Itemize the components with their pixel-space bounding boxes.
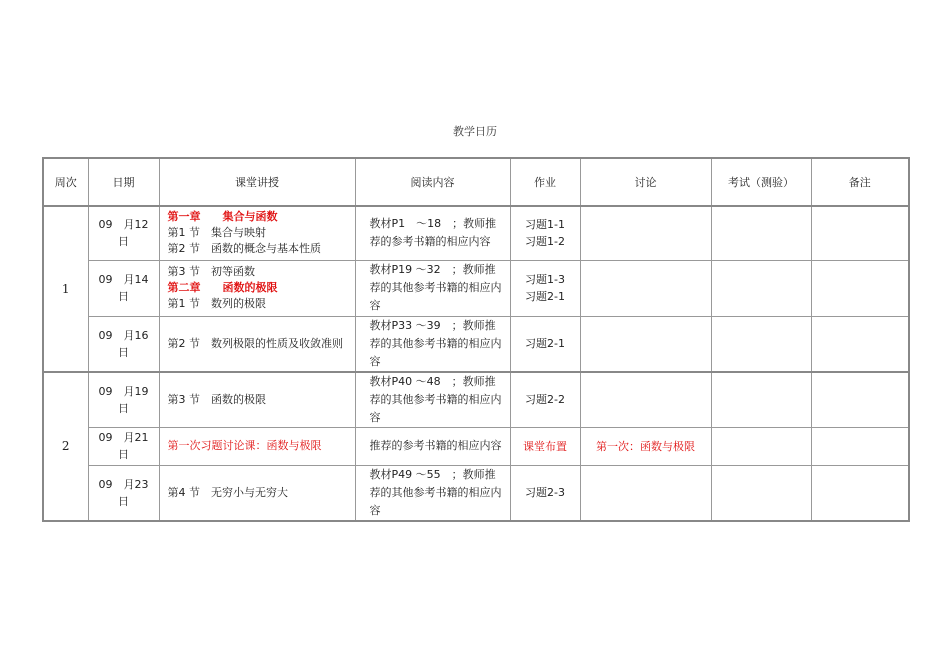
table-row <box>43 206 909 260</box>
header-row <box>43 158 909 206</box>
lecture-cell <box>159 260 355 316</box>
homework-item: 课堂布置 <box>523 439 567 453</box>
lecture-line: 第3 节 函数的极限 <box>167 392 266 406</box>
document-title: 教学日历 <box>453 125 497 138</box>
date-line: 09 月12 <box>98 218 149 232</box>
table-row <box>43 427 909 465</box>
notes-cell <box>811 465 909 521</box>
lecture-cell <box>159 465 355 521</box>
homework-cell <box>510 316 580 372</box>
homework-item: 习题1-2 <box>525 235 565 249</box>
exam-cell <box>711 206 811 260</box>
date-cell <box>88 465 159 521</box>
lecture-cell <box>159 316 355 372</box>
date-line: 日 <box>118 448 129 461</box>
lecture-line: 第4 节 无穷小与无穷大 <box>167 485 288 499</box>
homework-item: 习题1-1 <box>525 218 565 232</box>
teaching-calendar-table <box>42 157 910 522</box>
date-line: 09 月23 <box>98 477 149 491</box>
homework-cell <box>510 372 580 428</box>
date-line: 日 <box>118 345 129 359</box>
lecture-line: 第二章 函数的极限 <box>167 281 278 294</box>
discussion-cell <box>580 206 711 260</box>
date-line: 09 月16 <box>98 328 149 342</box>
exam-cell <box>711 465 811 521</box>
header-homework: 作业 <box>510 158 580 206</box>
discussion-cell <box>580 260 711 316</box>
week-number-cell: 2 <box>43 372 88 521</box>
table-row <box>43 260 909 316</box>
homework-cell <box>510 206 580 260</box>
homework-item: 习题2-1 <box>525 337 565 350</box>
date-line: 09 月21 <box>98 431 149 444</box>
header-notes: 备注 <box>811 158 909 206</box>
table-row <box>43 465 909 521</box>
notes-cell <box>811 316 909 372</box>
notes-cell <box>811 260 909 316</box>
notes-cell <box>811 427 909 465</box>
date-line: 日 <box>118 290 129 303</box>
lecture-line: 第1 节 集合与映射 <box>167 226 266 240</box>
lecture-cell <box>159 427 355 465</box>
date-cell <box>88 316 159 372</box>
homework-cell <box>510 465 580 521</box>
homework-item: 习题2-3 <box>525 486 565 499</box>
homework-item: 习题2-2 <box>525 393 565 406</box>
discussion-cell <box>580 372 711 428</box>
date-cell <box>88 427 159 465</box>
reading-cell: 推荐的参考书籍的相应内容 <box>355 427 510 465</box>
homework-item: 习题2-1 <box>525 290 565 303</box>
date-line: 日 <box>118 401 129 415</box>
discussion-cell <box>580 316 711 372</box>
homework-cell <box>510 260 580 316</box>
lecture-line: 第3 节 初等函数 <box>167 265 255 278</box>
reading-cell: 教材P1 ～18 ；教师推荐的参考书籍的相应内容 <box>355 206 510 260</box>
date-cell <box>88 372 159 428</box>
lecture-line: 第2 节 函数的概念与基本性质 <box>167 242 321 256</box>
reading-cell: 教材P33 ～39 ；教师推荐的其他参考书籍的相应内容 <box>355 316 510 372</box>
reading-cell: 教材P40 ～48 ；教师推荐的其他参考书籍的相应内容 <box>355 372 510 428</box>
discussion-cell <box>580 465 711 521</box>
header-reading: 阅读内容 <box>355 158 510 206</box>
date-cell <box>88 260 159 316</box>
reading-cell: 教材P49 ～55 ；教师推荐的其他参考书籍的相应内容 <box>355 465 510 521</box>
exam-cell <box>711 372 811 428</box>
lecture-line: 第1 节 数列的极限 <box>167 297 266 310</box>
header-exam: 考试（测验） <box>711 158 811 206</box>
date-cell <box>88 206 159 260</box>
table-row <box>43 316 909 372</box>
header-discussion: 讨论 <box>580 158 711 206</box>
table-row <box>43 372 909 428</box>
date-line: 日 <box>118 494 129 508</box>
lecture-cell <box>159 206 355 260</box>
homework-cell <box>510 427 580 465</box>
reading-cell: 教材P19 ～32 ；教师推荐的其他参考书籍的相应内容 <box>355 260 510 316</box>
exam-cell <box>711 427 811 465</box>
lecture-line: 第一次习题讨论课：函数与极限 <box>167 439 322 452</box>
exam-cell <box>711 316 811 372</box>
lecture-line: 第2 节 数列极限的性质及收敛准则 <box>167 336 343 350</box>
header-date: 日期 <box>88 158 159 206</box>
lecture-cell <box>159 372 355 428</box>
exam-cell <box>711 260 811 316</box>
header-week: 周次 <box>43 158 88 206</box>
table-body <box>43 206 909 521</box>
date-line: 09 月14 <box>98 273 149 286</box>
week-number-cell: 1 <box>43 206 88 372</box>
notes-cell <box>811 206 909 260</box>
discussion-cell: 第一次：函数与极限 <box>580 427 711 465</box>
date-line: 日 <box>118 235 129 249</box>
date-line: 09 月19 <box>98 384 149 398</box>
homework-item: 习题1-3 <box>525 273 565 286</box>
lecture-line: 第一章 集合与函数 <box>167 210 278 224</box>
notes-cell <box>811 372 909 428</box>
header-lecture: 课堂讲授 <box>159 158 355 206</box>
